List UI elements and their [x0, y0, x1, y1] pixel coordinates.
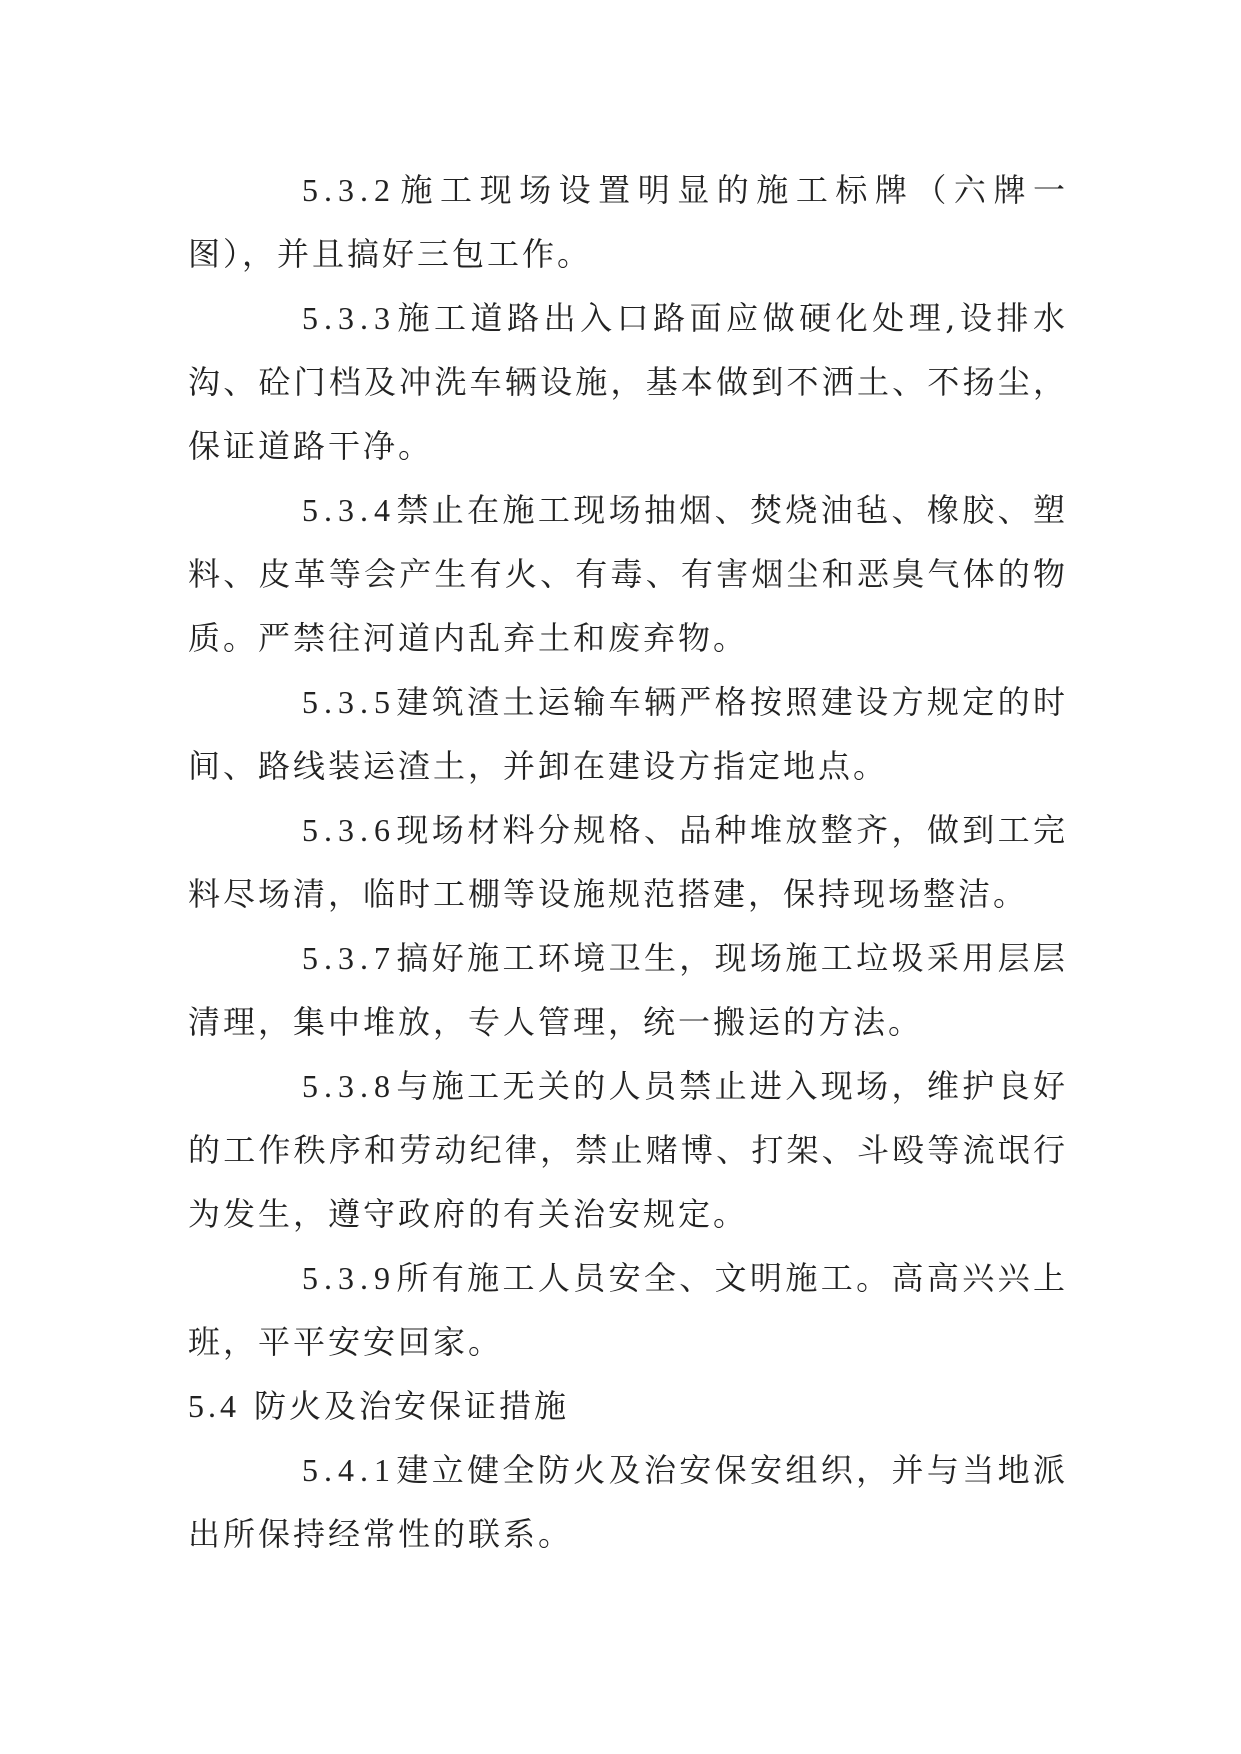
clause-number: 5.3.2 — [302, 172, 396, 208]
clause-5-3-2 — [188, 158, 1068, 286]
clause-text: 施工道路出入口路面应做硬化处理,设排水沟、砼门档及冲洗车辆设施，基本做到不洒土、不扬尘，保证道路干净。 — [188, 299, 1068, 465]
clause-5-3-9 — [188, 1246, 1068, 1374]
section-heading-5-4 — [188, 1374, 1068, 1438]
clause-number: 5.3.5 — [302, 684, 396, 720]
clause-number: 5.3.4 — [302, 492, 396, 528]
clause-text: 施工现场设置明显的施工标牌（六牌一图），并且搞好三包工作。 — [188, 171, 1068, 273]
section-number: 5.4 — [188, 1388, 240, 1424]
document-body — [188, 158, 1068, 1566]
clause-5-3-8 — [188, 1054, 1068, 1246]
clause-number: 5.3.6 — [302, 812, 396, 848]
clause-5-3-6 — [188, 798, 1068, 926]
section-title: 防火及治安保证措施 — [254, 1387, 570, 1425]
clause-text: 禁止在施工现场抽烟、焚烧油毡、橡胶、塑料、皮革等会产生有火、有毒、有害烟尘和恶臭气体的物质。严禁往河道内乱弃土和废弃物。 — [188, 491, 1068, 657]
clause-text: 建筑渣土运输车辆严格按照建设方规定的时间、路线装运渣土，并卸在建设方指定地点。 — [188, 683, 1068, 785]
clause-number: 5.3.7 — [302, 940, 396, 976]
clause-5-3-5 — [188, 670, 1068, 798]
clause-text: 建立健全防火及治安保安组织，并与当地派出所保持经常性的联系。 — [188, 1451, 1068, 1553]
clause-5-3-4 — [188, 478, 1068, 670]
clause-number: 5.3.9 — [302, 1260, 396, 1296]
clause-5-3-7 — [188, 926, 1068, 1054]
clause-text: 与施工无关的人员禁止进入现场，维护良好的工作秩序和劳动纪律，禁止赌博、打架、斗殴等流氓行为发生，遵守政府的有关治安规定。 — [188, 1067, 1068, 1233]
clause-number: 5.3.8 — [302, 1068, 396, 1104]
clause-text: 搞好施工环境卫生，现场施工垃圾采用层层清理，集中堆放，专人管理，统一搬运的方法。 — [188, 939, 1068, 1041]
clause-number: 5.4.1 — [302, 1452, 396, 1488]
clause-number: 5.3.3 — [302, 300, 396, 336]
clause-text: 现场材料分规格、品种堆放整齐，做到工完料尽场清，临时工棚等设施规范搭建，保持现场整洁。 — [188, 811, 1068, 913]
clause-text: 所有施工人员安全、文明施工。高高兴兴上班，平平安安回家。 — [188, 1259, 1068, 1361]
clause-5-3-3 — [188, 286, 1068, 478]
clause-5-4-1 — [188, 1438, 1068, 1566]
